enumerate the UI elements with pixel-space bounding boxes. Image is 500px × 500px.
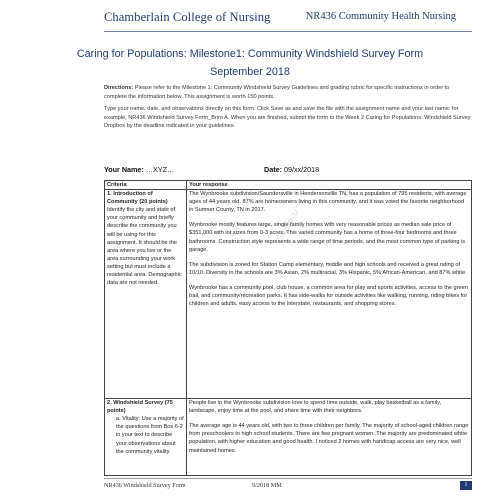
response-paragraph: Wynbrooke has a community pool, club house, a common area for play and sports activities, access to the green trail, and community/recreation parks. It has side-walks for outside activities like walking, running, riding bikes for children and adults, easy access to the interstate, restaurants, and shopping stores.: [189, 284, 468, 308]
criteria-cell: [105, 190, 187, 399]
response-cell[interactable]: [187, 399, 472, 476]
criteria-subitem: a. Vitality: Use a majority of the questions from Box 6-2 in your text to describe your observations about the community vitality.: [116, 416, 184, 455]
criteria-text: Identify the city and state of your community and briefly describe the community you will be using for this assignment. It should be the area where you live or the area surrounding your work setting but must include a residential area. Demographic data are not needed.: [107, 207, 182, 287]
name-label: Your Name:: [104, 165, 144, 174]
response-paragraph: The Wynbrooke subdivision/Saundersville in Hendersonville TN, has a population of 795 residents, with average ages of 44 years old. 87% are homeowners living in this community, and it was voted the favorite neighborhood in Sumner County, TN in 2017.: [189, 191, 467, 214]
footer-date: 9/2018 MM: [252, 482, 282, 489]
college-name: Chamberlain College of Nursing: [104, 10, 271, 24]
watermark: StuDocu: [274, 207, 301, 243]
document-title: Caring for Populations: Milestone1: Community Windshield Survey Form: [76, 48, 424, 60]
page-header: [104, 10, 472, 28]
criteria-cell: [105, 399, 187, 476]
date-label: Date:: [264, 165, 282, 174]
response-paragraph: The subdivision is zoned for Station Camp elementary, middle and high schools and received a great rating of 10/10. Diversity in the schools are 3% Asian, 2% multiracial, 3% Hispanic, 5% African-American, and 87% white: [189, 261, 466, 276]
instructions-paragraph: Type your name, date, and observations directly on this form. Click Save as and save the file with the assignment name and your last name; for example, NR436 Windshield Survey Form_Brim A. When you are finished, submit the form to the Week 2 Caring for Populations: Windshield Survey Dropbox by the deadline indicated in your guidelines.: [104, 106, 471, 129]
directions-label: Directions:: [104, 85, 134, 91]
footer-form-name: NR436 Windshield Survey Form: [104, 482, 186, 489]
response-paragraph: People live in the Wynbrooke subdivision love to spend time outside, walk, play basketball as a family, landscape, enjoy time at the pool, and share time with their neighbors.: [189, 400, 442, 415]
response-header: Your response: [187, 181, 472, 190]
document-subtitle: September 2018: [210, 66, 290, 78]
response-paragraph: Wynbrooke mostly features large, single family homes with very reasonable prices as median sale price of $351,000 with lot sizes from 0-3 acres. This varied community has a home of three-four bedrooms and three bathrooms. Construction style represents a wide range of time periods, and the most common type of parking is garage.: [189, 222, 466, 253]
page-number: 1: [460, 481, 472, 490]
name-value: …XYZ…: [145, 165, 175, 174]
response-cell[interactable]: [187, 190, 472, 399]
name-field: [104, 165, 174, 174]
directions-text: Please refer to the Milestone 1: Community Windshield Survey Guidelines and grading rubric for specific instructions in order to complete the information below. This assignment is worth 150 points.: [104, 85, 450, 100]
table-header-row: [105, 181, 472, 190]
date-field: [264, 165, 319, 174]
date-value: 09/xx/2018: [283, 165, 320, 174]
directions-paragraph: [104, 84, 472, 101]
course-name: NR436 Community Health Nursing: [305, 11, 456, 22]
response-paragraph: The average age is 44 years old, with two to three children per family. The majority of school-aged children range from preschoolers to high school students. There are few pregnant women. The majority are predominated white population, with higher education and good health. I noticed 2 homes with handicap access are very nice, well maintained homes.: [189, 423, 469, 454]
criteria-title: 2. Windshield Survey (75 points): [107, 400, 173, 415]
header-divider: [104, 31, 472, 32]
criteria-header: Criteria: [105, 181, 187, 190]
page-footer: [104, 478, 472, 493]
criteria-title: 1. Introduction of Community (20 points): [107, 191, 168, 206]
table-row: [105, 399, 472, 476]
